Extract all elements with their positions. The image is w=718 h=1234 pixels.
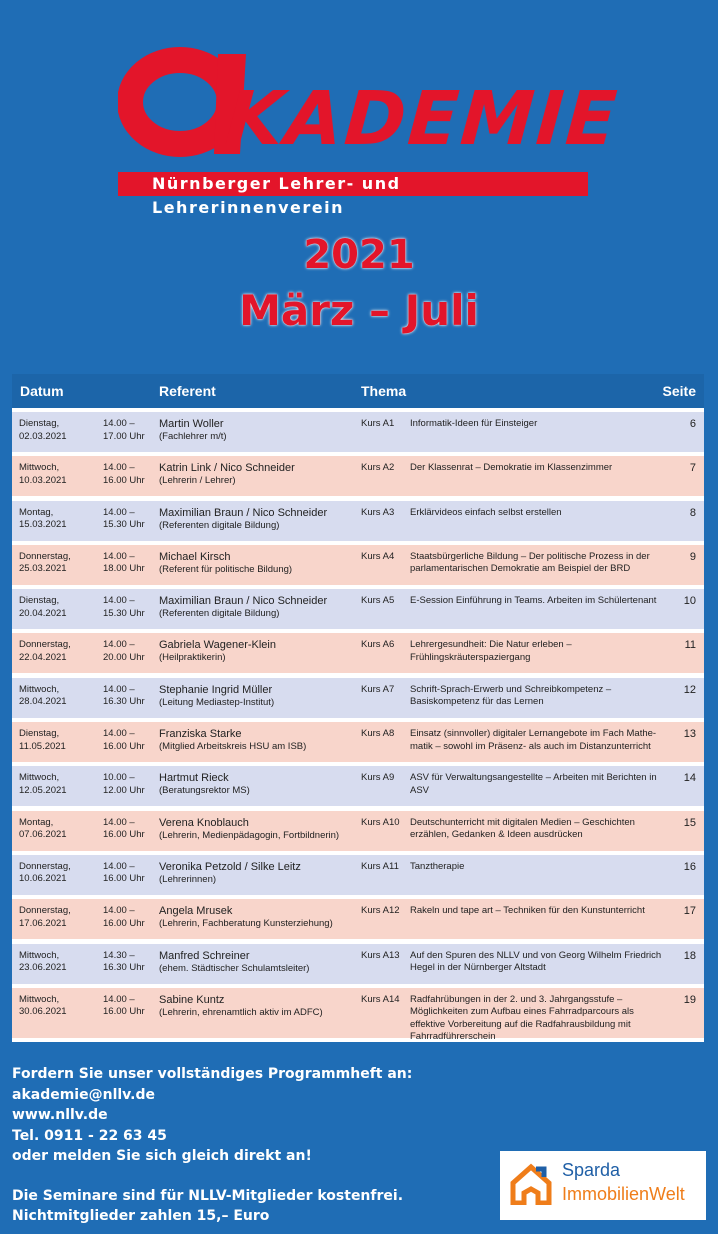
- row-kurs: Kurs A2: [361, 462, 395, 474]
- row-time-start: 14.00 –: [103, 683, 135, 695]
- row-day: [19, 418, 99, 443]
- header-datum: Datum: [20, 383, 64, 399]
- row-seite: 10: [683, 595, 696, 608]
- row-referent-role: (Fachlehrer m/t): [159, 431, 227, 442]
- row-seite: 7: [689, 462, 696, 475]
- row-seite: 18: [683, 949, 696, 962]
- row-time: [103, 418, 153, 443]
- row-referent-name: Martin Woller: [159, 418, 224, 430]
- row-time: [103, 507, 153, 532]
- footer-contact-line: akademie@nllv.de: [12, 1086, 155, 1103]
- row-referent-name: Maximilian Braun / Nico Schneider: [159, 595, 328, 608]
- course-table: [12, 374, 704, 1042]
- footer-pricing: [12, 1186, 403, 1226]
- row-kurs: Kurs A11: [361, 860, 399, 872]
- row-kurs: Kurs A10: [361, 816, 400, 828]
- row-referent-role: (Heilpraktikerin): [159, 652, 226, 664]
- sponsor-subname: ImmobilienWelt: [562, 1184, 685, 1204]
- row-topic: Informatik-Ideen für Einsteiger: [410, 418, 538, 429]
- row-seite: 12: [683, 683, 696, 696]
- row-weekday: Dienstag,: [19, 728, 60, 740]
- row-referent: [159, 950, 359, 976]
- row-referent-name: Hartmut Rieck: [159, 772, 229, 785]
- row-day: [19, 507, 99, 532]
- row-referent-role: (Mitglied Arbeitskreis HSU am ISB): [159, 741, 307, 753]
- row-topic: Einsatz (sinnvoller) digitaler Lernangebote im Fach Mathe-matik – sowohl im Präsenz- als auch im Distanzunterricht: [410, 728, 657, 752]
- row-weekday: Donnerstag,: [19, 860, 71, 872]
- row-referent: [159, 905, 359, 931]
- row-weekday: Mittwoch,: [19, 683, 60, 695]
- row-date: 02.03.2021: [19, 430, 67, 442]
- row-referent-role: (Referenten digitale Bildung): [159, 608, 280, 620]
- row-time: [103, 817, 153, 842]
- row-kurs: Kurs A13: [361, 949, 400, 961]
- logo-wordmark: KADEMIE: [222, 76, 622, 162]
- row-seite: 15: [683, 816, 696, 829]
- table-row: [12, 633, 704, 673]
- footer-contact: [12, 1064, 412, 1167]
- row-weekday: Mittwoch,: [19, 993, 60, 1005]
- row-time: [103, 728, 153, 753]
- table-row: [12, 456, 704, 496]
- row-weekday: Donnerstag,: [19, 550, 71, 562]
- footer-contact-line: www.nllv.de: [12, 1107, 108, 1123]
- row-time-end: 16.30 Uhr: [103, 962, 145, 974]
- table-row: [12, 855, 704, 895]
- row-time-start: 14.00 –: [103, 462, 135, 474]
- row-kurs: Kurs A12: [361, 905, 400, 917]
- row-time-start: 14.00 –: [103, 905, 135, 917]
- row-time-end: 16.00 Uhr: [103, 917, 145, 929]
- row-kurs: Kurs A3: [361, 506, 395, 518]
- sponsor-logo: [500, 1151, 706, 1220]
- row-kurs: Kurs A6: [361, 639, 395, 651]
- row-weekday: Mittwoch,: [19, 462, 60, 474]
- row-referent: [159, 595, 359, 621]
- row-referent-role: (Lehrerin / Lehrer): [159, 475, 236, 487]
- row-time-start: 14.00 –: [103, 418, 135, 429]
- row-day: [19, 639, 99, 664]
- row-time: [103, 639, 153, 664]
- row-topic: Rakeln und tape art – Techniken für den Kunstunterricht: [410, 905, 645, 917]
- row-time-end: 15.30 Uhr: [103, 607, 145, 619]
- row-time: [103, 551, 153, 576]
- row-weekday: Donnerstag,: [19, 905, 71, 917]
- row-kurs: Kurs A7: [361, 683, 395, 695]
- row-referent: [159, 728, 359, 754]
- row-date: 17.06.2021: [19, 917, 67, 929]
- row-seite: 9: [689, 550, 696, 563]
- row-seite: 19: [683, 993, 696, 1006]
- row-referent-role: (Lehrerin, Fachberatung Kunsterziehung): [159, 918, 333, 930]
- row-time: [103, 905, 153, 930]
- row-time: [103, 684, 153, 709]
- row-time-start: 10.00 –: [103, 772, 135, 784]
- row-topic: Erklärvideos einfach selbst erstellen: [410, 506, 562, 518]
- akademie-logo: [118, 24, 622, 217]
- row-topic: E-Session Einführung in Teams. Arbeiten im Schülertenant: [410, 595, 657, 607]
- row-seite: 14: [683, 772, 696, 785]
- row-topic: Tanztherapie: [410, 860, 465, 872]
- row-time-end: 20.00 Uhr: [103, 651, 145, 663]
- footer-contact-line: oder melden Sie sich gleich direkt an!: [12, 1148, 312, 1164]
- header-referent: Referent: [159, 383, 216, 399]
- row-day: [19, 817, 99, 842]
- house-icon: [510, 1163, 552, 1205]
- row-date: 10.06.2021: [19, 873, 67, 885]
- row-referent-name: Franziska Starke: [159, 728, 242, 741]
- row-topic: ASV für Verwaltungsangestellte – Arbeiten mit Berichten in ASV: [410, 772, 657, 796]
- footer-contact-line: Fordern Sie unser vollständiges Programmheft an:: [12, 1066, 413, 1082]
- row-topic: Lehrergesundheit: Die Natur erleben – Frühlingskräuterspaziergang: [410, 639, 572, 663]
- row-time-end: 12.00 Uhr: [103, 784, 145, 796]
- row-kurs: Kurs A1: [361, 418, 395, 429]
- row-referent-role: (Beratungsrektor MS): [159, 785, 250, 797]
- row-referent-role: (Lehrerin, Medienpädagogin, Fortbildnerin): [159, 829, 340, 841]
- row-time-start: 14.30 –: [103, 949, 135, 961]
- row-weekday: Dienstag,: [19, 595, 60, 607]
- row-referent-role: (Lehrerin, ehrenamtlich aktiv im ADFC): [159, 1006, 323, 1018]
- table-row: [12, 899, 704, 939]
- row-time: [103, 595, 153, 620]
- row-referent-name: Veronika Petzold / Silke Leitz: [159, 860, 301, 873]
- row-topic: Staatsbürgerliche Bildung – Der politische Prozess in der parlamentarischen Demokratie am Beispiel der BRD: [410, 550, 650, 575]
- table-row: [12, 766, 704, 806]
- row-weekday: Montag,: [19, 506, 54, 518]
- table-row: [12, 988, 704, 1043]
- row-referent-role: (ehem. Städtischer Schulamtsleiter): [159, 962, 310, 974]
- row-day: [19, 684, 99, 709]
- row-kurs: Kurs A14: [361, 993, 400, 1005]
- row-day: [19, 462, 99, 487]
- footer-pricing-line: Nichtmitglieder zahlen 15,– Euro: [12, 1208, 270, 1224]
- row-referent-name: Verena Knoblauch: [159, 816, 249, 829]
- row-topic: Deutschunterricht mit digitalen Medien – Geschichten erzählen, Gedanken & Ideen ausdrücken: [410, 816, 635, 841]
- row-time-end: 16.00 Uhr: [103, 829, 145, 841]
- row-weekday: Montag,: [19, 816, 54, 828]
- table-row: [12, 811, 704, 851]
- row-weekday: Donnerstag,: [19, 639, 71, 651]
- row-referent: [159, 772, 359, 798]
- row-date: 12.05.2021: [19, 784, 67, 796]
- row-date: 11.05.2021: [19, 740, 66, 752]
- row-date: 15.03.2021: [19, 519, 67, 531]
- row-referent-name: Michael Kirsch: [159, 550, 231, 563]
- row-date: 28.04.2021: [19, 696, 67, 708]
- row-kurs: Kurs A4: [361, 550, 395, 562]
- row-seite: 16: [683, 860, 696, 873]
- header-seite: Seite: [662, 383, 696, 399]
- row-time-end: 16.00 Uhr: [103, 474, 145, 486]
- table-row: [12, 722, 704, 762]
- table-row: [12, 501, 704, 541]
- row-time-start: 14.00 –: [103, 993, 135, 1005]
- table-body: [12, 408, 704, 1042]
- row-topic: Radfahrübungen in der 2. und 3. Jahrgangsstufe – Möglichkeiten zum Aufbau eines Fahrradparcours als effektive Vorbereitung auf die Radfahrausbildung mit Fahrradführerschein: [410, 993, 634, 1043]
- row-day: [19, 551, 99, 576]
- row-referent-name: Sabine Kuntz: [159, 993, 225, 1006]
- row-topic: Auf den Spuren des NLLV und von Georg Wilhelm Friedrich Hegel in der Nürnberger Altstadt: [410, 949, 662, 974]
- row-referent: [159, 994, 359, 1020]
- row-referent: [159, 551, 359, 577]
- row-referent-name: Gabriela Wagener-Klein: [159, 639, 276, 652]
- row-date: 10.03.2021: [19, 474, 67, 486]
- row-time-start: 14.00 –: [103, 595, 135, 607]
- table-row: [12, 678, 704, 718]
- row-day: [19, 595, 99, 620]
- header-thema: Thema: [361, 383, 407, 399]
- row-time: [103, 462, 153, 487]
- row-time-start: 14.00 –: [103, 550, 135, 562]
- row-time: [103, 772, 153, 797]
- row-referent-name: Maximilian Braun / Nico Schneider: [159, 506, 328, 519]
- org-name: Nürnberger Lehrer- und Lehrerinnenverein: [118, 172, 588, 196]
- row-time-start: 14.00 –: [103, 639, 135, 651]
- row-weekday: Mittwoch,: [19, 949, 60, 961]
- table-row: [12, 944, 704, 984]
- row-time: [103, 950, 153, 975]
- row-weekday: Dienstag,: [19, 418, 60, 429]
- row-referent: [159, 684, 359, 710]
- row-day: [19, 772, 99, 797]
- table-row: [12, 412, 704, 452]
- row-day: [19, 905, 99, 930]
- row-referent-role: (Referent für politische Bildung): [159, 563, 293, 575]
- row-time-start: 14.00 –: [103, 816, 135, 828]
- row-referent-role: (Lehrerinnen): [159, 873, 217, 885]
- row-time-start: 14.00 –: [103, 860, 135, 872]
- table-row: [12, 589, 704, 629]
- row-seite: 13: [683, 728, 696, 741]
- row-referent: [159, 639, 359, 665]
- row-referent: [159, 462, 359, 488]
- row-time-end: 16.30 Uhr: [103, 696, 145, 708]
- row-date: 30.06.2021: [19, 1006, 67, 1018]
- row-day: [19, 728, 99, 753]
- table-row: [12, 545, 704, 585]
- row-referent: [159, 418, 359, 444]
- row-kurs: Kurs A8: [361, 728, 395, 740]
- row-date: 22.04.2021: [19, 651, 67, 663]
- footer-pricing-line: Die Seminare sind für NLLV-Mitglieder kostenfrei.: [12, 1188, 404, 1204]
- row-referent-name: Katrin Link / Nico Schneider: [159, 462, 295, 475]
- row-seite: 6: [689, 418, 696, 430]
- row-date: 07.06.2021: [19, 829, 67, 841]
- row-referent-role: (Leitung Mediastep-Institut): [159, 696, 275, 708]
- row-date: 20.04.2021: [19, 607, 67, 619]
- row-kurs: Kurs A9: [361, 772, 395, 784]
- sponsor-name: Sparda: [562, 1160, 621, 1180]
- row-seite: 8: [689, 506, 696, 519]
- row-weekday: Mittwoch,: [19, 772, 60, 784]
- row-time-start: 14.00 –: [103, 728, 135, 740]
- row-date: 25.03.2021: [19, 563, 67, 575]
- row-referent-name: Stephanie Ingrid Müller: [159, 683, 273, 696]
- row-seite: 11: [684, 639, 696, 652]
- row-time-end: 18.00 Uhr: [103, 563, 145, 575]
- row-time-end: 16.00 Uhr: [103, 873, 145, 885]
- row-referent: [159, 861, 359, 887]
- row-date: 23.06.2021: [19, 962, 67, 974]
- row-time-end: 16.00 Uhr: [103, 740, 145, 752]
- row-day: [19, 950, 99, 975]
- row-time-end: 17.00 Uhr: [103, 430, 145, 442]
- row-time-start: 14.00 –: [103, 506, 135, 518]
- row-seite: 17: [683, 905, 696, 918]
- footer-contact-line: Tel. 0911 - 22 63 45: [12, 1127, 167, 1144]
- row-day: [19, 994, 99, 1019]
- row-referent-role: (Referenten digitale Bildung): [159, 519, 280, 531]
- row-topic: Schrift-Sprach-Erwerb und Schreibkompetenz – Basiskompetenz für das Lernen: [410, 683, 612, 708]
- row-referent-name: Angela Mrusek: [159, 905, 233, 918]
- row-kurs: Kurs A5: [361, 595, 395, 607]
- row-referent: [159, 507, 359, 533]
- row-topic: Der Klassenrat – Demokratie im Klassenzimmer: [410, 462, 613, 474]
- row-referent-name: Manfred Schreiner: [159, 949, 250, 962]
- row-time: [103, 861, 153, 886]
- year-title: 2021: [303, 232, 415, 278]
- row-referent: [159, 817, 359, 843]
- period-title: März – Juli: [239, 286, 479, 335]
- row-time: [103, 994, 153, 1019]
- table-header: [12, 374, 704, 408]
- row-time-end: 16.00 Uhr: [103, 1006, 145, 1018]
- row-time-end: 15.30 Uhr: [103, 519, 145, 531]
- row-day: [19, 861, 99, 886]
